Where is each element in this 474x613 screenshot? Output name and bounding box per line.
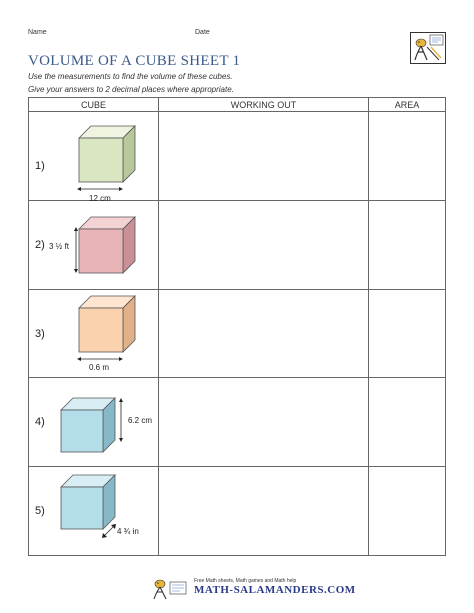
instruction-line-1: Use the measurements to find the volume of these cubes. [28, 72, 233, 81]
table-row [29, 378, 446, 467]
area-answer-cell[interactable] [369, 378, 446, 467]
working-out-cell[interactable] [159, 112, 369, 201]
column-header-working-out: WORKING OUT [159, 98, 369, 112]
measurement-label: 6.2 cm [128, 416, 153, 425]
cube-diagram [77, 215, 137, 275]
cube-cell [29, 467, 159, 556]
measurement-label: 12 cm [89, 194, 111, 203]
footer-brand-name: MATH-SALAMANDERS.COM [194, 584, 356, 596]
working-out-cell[interactable] [159, 290, 369, 378]
width-arrow [77, 186, 123, 192]
measurement-label: 4 ¾ in [117, 527, 139, 536]
question-number: 4) [35, 416, 45, 428]
question-number: 3) [35, 328, 45, 340]
column-header-cube: CUBE [29, 98, 159, 112]
salamander-logo-icon [410, 32, 446, 64]
working-out-cell[interactable] [159, 467, 369, 556]
cube-cell [29, 378, 159, 467]
column-header-area: AREA [369, 98, 446, 112]
question-number: 2) [35, 239, 45, 251]
instruction-line-2: Give your answers to 2 decimal places where appropriate. [28, 85, 234, 94]
table-row [29, 201, 446, 290]
cube-diagram [59, 396, 117, 454]
width-arrow [77, 356, 123, 362]
area-answer-cell[interactable] [369, 290, 446, 378]
cube-cell [29, 290, 159, 378]
question-number: 5) [35, 505, 45, 517]
table-row [29, 290, 446, 378]
working-out-cell[interactable] [159, 201, 369, 290]
cube-cell [29, 201, 159, 290]
cube-cell [29, 112, 159, 201]
area-answer-cell[interactable] [369, 467, 446, 556]
worksheet-table [28, 97, 446, 556]
salamander-footer-logo-icon [150, 578, 190, 600]
question-number: 1) [35, 160, 45, 172]
table-row [29, 112, 446, 201]
area-answer-cell[interactable] [369, 112, 446, 201]
footer-brand [150, 578, 356, 600]
height-arrow [118, 398, 124, 442]
footer-tagline: Free Math sheets, Math games and Math help [194, 578, 297, 584]
cube-diagram [77, 124, 137, 184]
table-row [29, 467, 446, 556]
working-out-cell[interactable] [159, 378, 369, 467]
area-answer-cell[interactable] [369, 201, 446, 290]
measurement-label: 3 ½ ft [49, 242, 70, 251]
page-title: VOLUME OF A CUBE SHEET 1 [28, 53, 241, 69]
date-label: Date [195, 29, 210, 36]
cube-diagram [77, 294, 137, 354]
name-label: Name [28, 29, 47, 36]
measurement-label: 0.6 m [89, 363, 110, 372]
depth-arrow [101, 523, 117, 539]
